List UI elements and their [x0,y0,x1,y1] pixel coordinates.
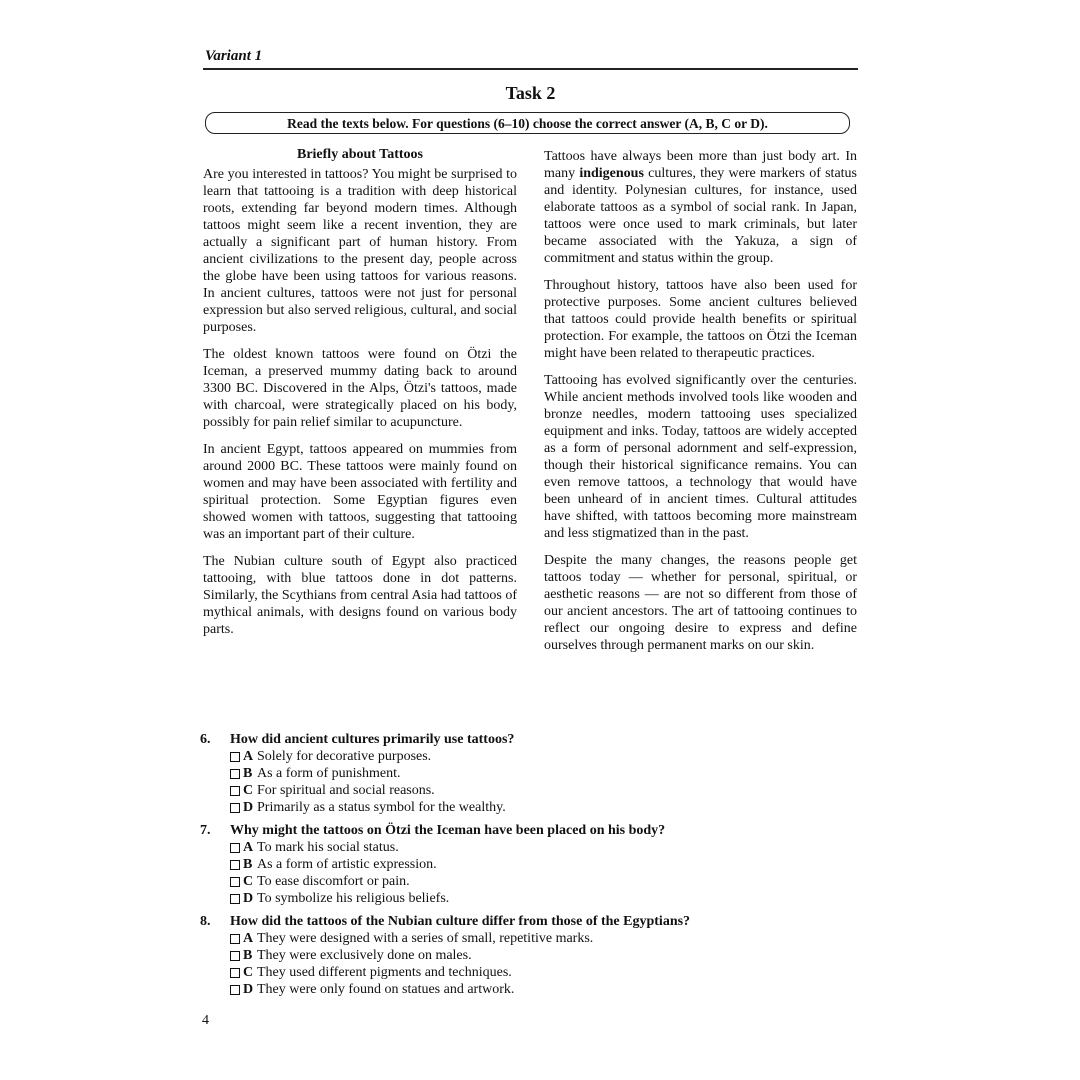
checkbox-icon[interactable] [230,786,240,796]
option-text: As a form of artistic expression. [257,857,437,872]
option-text: They were exclusively done on males. [257,948,472,963]
task-title: Task 2 [505,83,556,103]
option-text: They were designed with a series of small, repetitive marks. [257,931,594,946]
answer-option[interactable] [200,873,860,890]
answer-option[interactable] [200,947,860,964]
article-text: cultures, they were markers of status and identity. Polynesian cultures, for instance, used elaborate tattoos as a symbol of social rank. In Japan, tattoos were once used to mark criminals, but later became associated with the Yakuza, a sign of commitment and status within the group. [544,166,857,266]
option-text: They used different pigments and techniques. [257,965,512,980]
option-letter: C [243,874,254,889]
question-stem [200,822,860,839]
checkbox-icon[interactable] [230,877,240,887]
question-8 [200,913,860,998]
header-rule [203,68,858,70]
question-stem [200,731,860,748]
answer-option[interactable] [200,765,860,782]
question-6 [200,731,860,816]
page-number: 4 [202,1013,209,1028]
article-paragraph: Are you interested in tattoos? You might be surprised to learn that tattooing is a tradition with deep historical roots, extending far beyond modern times. Although tattoos might seem like a recent invention, they are actually a significant part of human history. From ancient civilizations to the present day, people across the globe have been using tattoos for various reasons. In ancient cultures, tattoos were not just for personal expression but also served religious, cultural, and social purposes. [203,167,517,335]
option-text: Solely for decorative purposes. [257,749,432,764]
option-letter: B [243,948,253,963]
question-text: Why might the tattoos on Ötzi the Iceman have been placed on his body? [230,823,666,838]
variant-label: Variant 1 [205,48,263,64]
article-paragraph: The Nubian culture south of Egypt also practiced tattooing, with blue tattoos done in dot patterns. Similarly, the Scythians from central Asia had tattoos of mythical animals, with designs found on various body parts. [203,554,517,637]
article-title: Briefly about Tattoos [296,147,423,162]
article-paragraph [544,148,857,267]
option-letter: A [243,840,254,855]
option-letter: A [243,931,254,946]
checkbox-icon[interactable] [230,843,240,853]
question-number: 6. [200,732,211,747]
question-7 [200,822,860,907]
article-text: Tattoos have always been more than just body art. In many [544,149,857,181]
checkbox-icon[interactable] [230,769,240,779]
option-text: Primarily as a status symbol for the wealthy. [257,800,506,815]
checkbox-icon[interactable] [230,934,240,944]
question-list [200,731,860,1004]
answer-option[interactable] [200,930,860,947]
option-text: They were only found on statues and artwork. [257,982,515,997]
article-paragraph: Tattooing has evolved significantly over the centuries. While ancient methods involved tools like wooden and bronze needles, modern tattooing uses specialized equipment and inks. Today, tattoos are widely accepted as a form of personal adornment and self-expression, though their historical significance remains. You can even remove tattoos, a technology that would have been unheard of in ancient times. Cultural attitudes have shifted, with tattoos becoming more mainstream and less stigmatized than in the past. [544,373,857,541]
article-paragraph: In ancient Egypt, tattoos appeared on mummies from around 2000 BC. These tattoos were mainly found on women and may have been associated with fertility and spiritual protection. Some Egyptian figures even showed women with tattoos, suggesting that tattooing was an important part of their culture. [203,442,517,542]
option-letter: D [243,800,254,815]
answer-option[interactable] [200,981,860,998]
option-text: As a form of punishment. [257,766,401,781]
answer-option[interactable] [200,782,860,799]
answer-option[interactable] [200,748,860,765]
option-letter: C [243,783,254,798]
checkbox-icon[interactable] [230,752,240,762]
article-paragraph: The oldest known tattoos were found on Ötzi the Iceman, a preserved mummy dating back to around 3300 BC. Discovered in the Alps, Ötzi's tattoos, made with charcoal, were strategically placed on his body, possibly for pain relief similar to acupuncture. [203,347,517,430]
option-letter: B [243,857,253,872]
article-paragraph: Despite the many changes, the reasons people get tattoos today — whether for personal, spiritual, or aesthetic reasons — are not so different from those of our ancient ancestors. The art of tattooing continues to reflect our ongoing desire to express and define ourselves through permanent marks on our skin. [544,553,857,653]
question-text: How did ancient cultures primarily use tattoos? [230,732,515,747]
answer-option[interactable] [200,839,860,856]
checkbox-icon[interactable] [230,985,240,995]
option-letter: A [243,749,254,764]
answer-option[interactable] [200,964,860,981]
option-letter: C [243,965,254,980]
option-letter: D [243,982,254,997]
checkbox-icon[interactable] [230,894,240,904]
question-number: 8. [200,914,211,929]
article-left-column [203,146,517,648]
question-text: How did the tattoos of the Nubian culture differ from those of the Egyptians? [230,914,691,929]
option-letter: B [243,766,253,781]
article-paragraph: Throughout history, tattoos have also been used for protective purposes. Some ancient cultures believed that tattoos could provide health benefits or spiritual protection. For example, the tattoos on Ötzi the Iceman might have been related to therapeutic practices. [544,278,857,361]
checkbox-icon[interactable] [230,803,240,813]
option-letter: D [243,891,254,906]
question-stem [200,913,860,930]
question-number: 7. [200,823,211,838]
option-text: To symbolize his religious beliefs. [257,891,450,906]
highlighted-word: indigenous [579,166,644,181]
checkbox-icon[interactable] [230,860,240,870]
checkbox-icon[interactable] [230,951,240,961]
answer-option[interactable] [200,890,860,907]
option-text: To mark his social status. [257,840,399,855]
answer-option[interactable] [200,799,860,816]
option-text: For spiritual and social reasons. [257,783,435,798]
checkbox-icon[interactable] [230,968,240,978]
answer-option[interactable] [200,856,860,873]
instruction-box: Read the texts below. For questions (6–10) choose the correct answer (A, B, C or D). [205,112,850,134]
option-text: To ease discomfort or pain. [257,874,410,889]
article-right-column [544,148,857,664]
